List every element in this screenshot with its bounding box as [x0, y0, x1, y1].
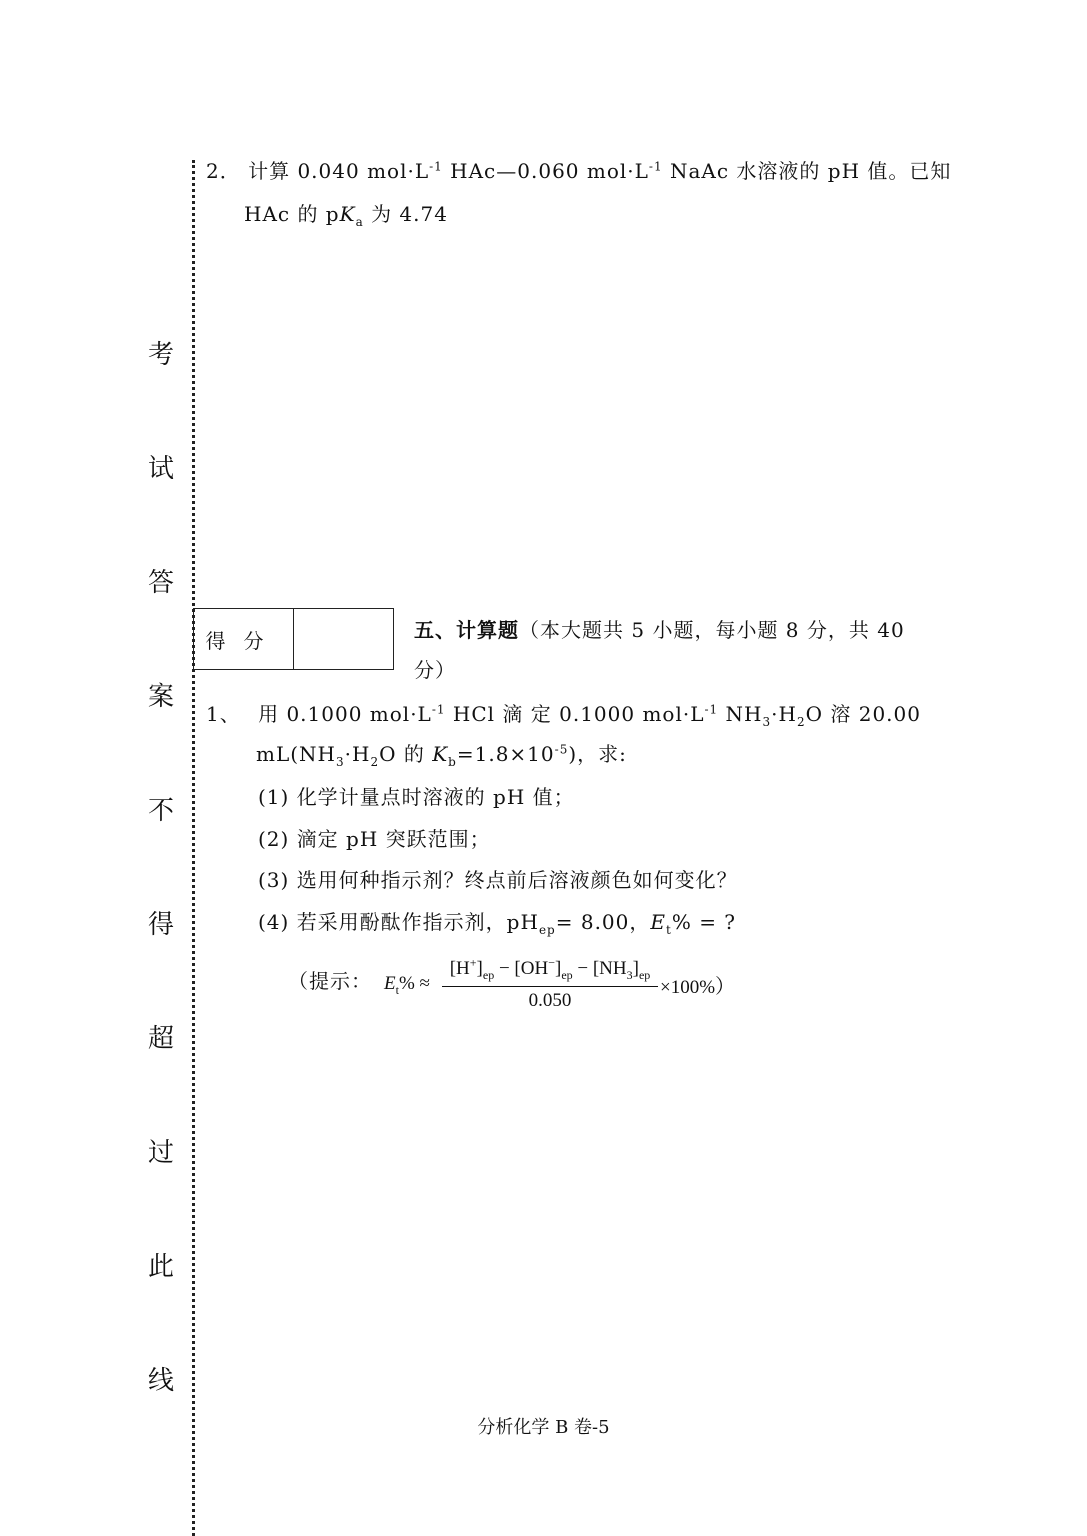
superscript: -1: [431, 702, 446, 717]
question-number: 1、: [206, 702, 241, 726]
text: HAc 的 p: [244, 202, 340, 226]
text: mL(NH: [256, 742, 336, 766]
text: 用 0.1000 mol·L: [258, 702, 432, 726]
text: ×100%: [660, 977, 716, 998]
text: O 溶 20.00: [805, 702, 921, 726]
side-char: 线: [147, 1366, 174, 1396]
superscript: -1: [704, 702, 719, 717]
section-heading: [414, 617, 905, 643]
fraction-bar: [442, 986, 658, 987]
text: [H: [449, 958, 470, 979]
text: [NH: [592, 958, 627, 979]
subscript: t: [395, 982, 399, 997]
side-char: 不: [147, 796, 174, 826]
sub-question-1: (1) 化学计量点时溶液的 pH 值；: [258, 785, 575, 809]
text: ·H: [771, 702, 797, 726]
formula-denominator: 0.050: [528, 990, 572, 1011]
text: ）: [715, 976, 737, 998]
text: 计算 0.040 mol·L: [248, 159, 430, 183]
text: = 8.00，: [555, 910, 651, 934]
side-char: 案: [147, 682, 174, 712]
italic-symbol: K: [432, 742, 449, 766]
text: ]: [476, 958, 483, 979]
text: 为 4.74: [363, 202, 448, 226]
italic-symbol: E: [650, 910, 666, 934]
superscript: −: [548, 955, 555, 970]
side-char: 得: [147, 910, 174, 940]
question-2-line-1: [206, 158, 951, 184]
superscript: +: [469, 955, 477, 970]
subscript: ep: [561, 967, 573, 982]
section-heading-line-2: [414, 657, 456, 683]
italic-symbol: E: [384, 973, 396, 994]
sub-question-3: (3) 选用何种指示剂？终点前后溶液颜色如何变化？: [258, 868, 738, 892]
score-label: 得分: [194, 609, 294, 669]
italic-symbol: K: [339, 202, 356, 226]
subscript: 3: [762, 715, 772, 729]
subscript: 3: [336, 755, 345, 769]
question-2-line-2: [244, 201, 448, 227]
text: −: [494, 958, 515, 979]
subscript: t: [666, 923, 672, 937]
text: HAc—0.060 mol·L: [442, 159, 649, 183]
subscript: a: [355, 215, 364, 229]
subscript: b: [448, 755, 457, 769]
text: (4) 若采用酚酞作指示剂，pH: [258, 910, 539, 934]
subscript: 2: [796, 715, 806, 729]
side-char: 考: [147, 340, 174, 370]
sub-question-4: [258, 909, 736, 935]
superscript: -1: [429, 159, 443, 174]
text: O 的: [379, 742, 433, 766]
formula-numerator: [442, 955, 658, 982]
section-description: 分）: [414, 658, 456, 682]
text: ]: [554, 958, 562, 979]
text: % = ?: [671, 910, 737, 934]
text: NaAc 水溶液的 pH 值。已知: [662, 159, 952, 183]
text: ]: [632, 958, 639, 979]
text: [OH: [514, 958, 549, 979]
page-footer: 分析化学 B 卷-5: [477, 1417, 610, 1438]
subscript: 3: [626, 967, 633, 982]
section-title: 五、计算题: [414, 618, 519, 642]
subscript: 2: [370, 755, 380, 769]
superscript: -5: [554, 742, 569, 757]
score-box: [193, 608, 394, 670]
text: ·H: [344, 742, 371, 766]
text: NH: [718, 702, 763, 726]
formula-times: [660, 974, 736, 1000]
subscript: ep: [538, 923, 556, 937]
text: )，求:: [568, 742, 627, 766]
subscript: ep: [482, 967, 495, 982]
side-char: 答: [147, 568, 174, 598]
hint-et: [384, 973, 430, 995]
text: −: [572, 958, 593, 979]
side-char: 试: [147, 454, 174, 484]
question-1-line-1: [206, 701, 921, 727]
text: =1.8×10: [456, 742, 555, 766]
subscript: ep: [638, 967, 651, 982]
side-char: 过: [147, 1138, 174, 1168]
superscript: -1: [648, 159, 663, 174]
score-value-field[interactable]: [294, 609, 393, 669]
side-char: 超: [147, 1024, 174, 1054]
sub-question-2: (2) 滴定 pH 突跃范围；: [258, 827, 491, 851]
side-char: 此: [147, 1252, 174, 1282]
section-description: （本大题共 5 小题，每小题 8 分，共 40: [519, 618, 905, 642]
text: %: [398, 973, 420, 994]
approx-symbol: ≈: [419, 973, 430, 994]
text: HCl 滴 定 0.1000 mol·L: [445, 702, 705, 726]
hint-open: （提示：: [288, 969, 372, 993]
question-number: 2．: [206, 159, 241, 183]
question-1-line-2: [256, 741, 627, 767]
binding-dotted-line: [192, 160, 195, 1536]
